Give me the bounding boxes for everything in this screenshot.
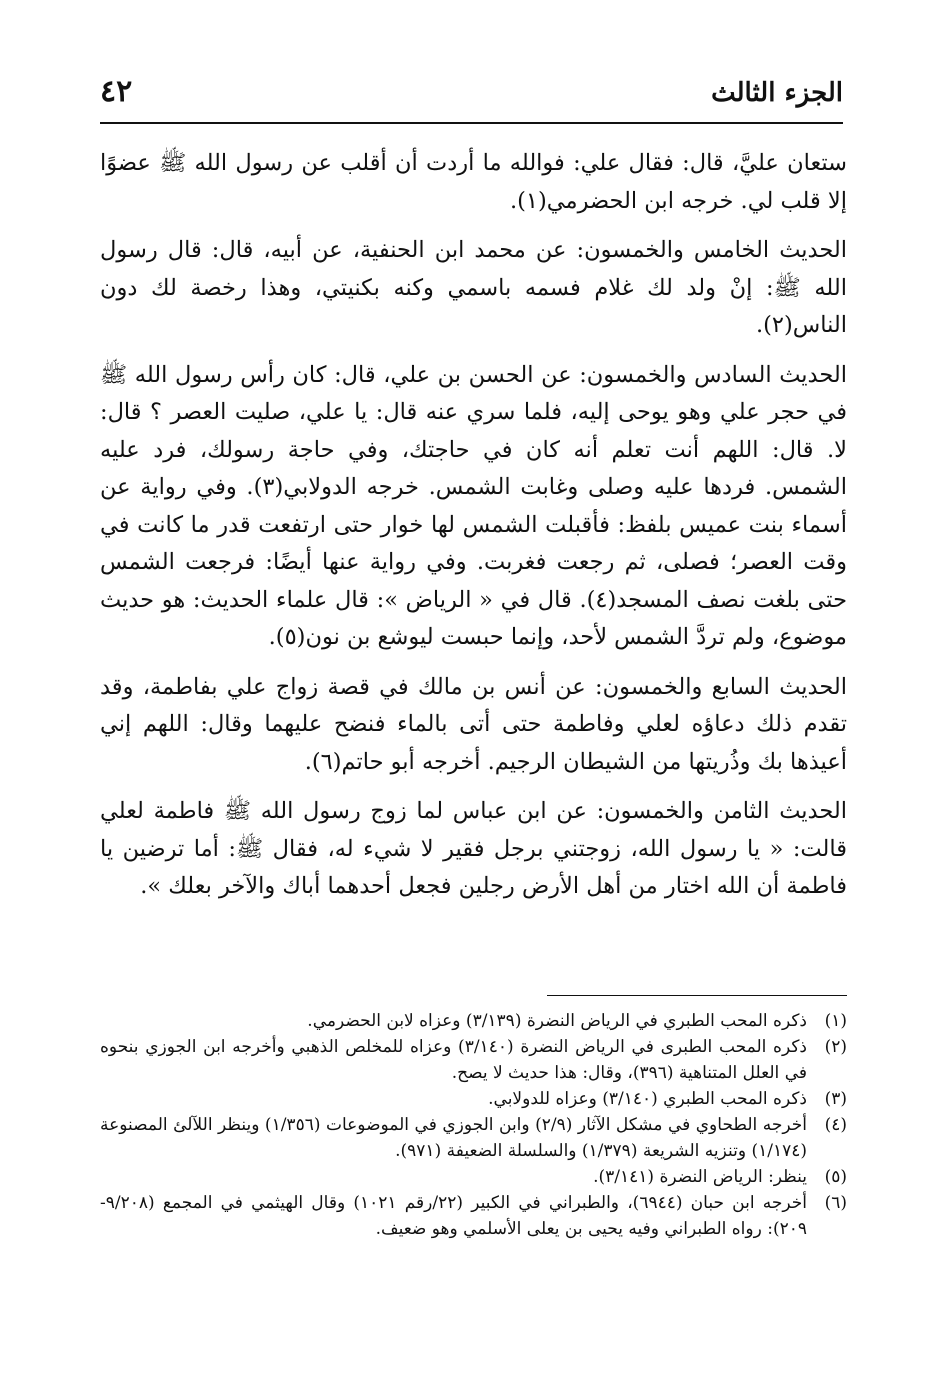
header-rule <box>100 122 843 124</box>
footnote-separator <box>547 995 847 996</box>
page-header <box>100 70 843 122</box>
footnote-text: ذكره المحب الطبري في الرياض النضرة (٣/١٣٩) وعزاه لابن الحضرمي. <box>307 1011 807 1031</box>
footnote-text: ذكره المحب الطبري (٣/١٤٠) وعزاه للدولابي. <box>488 1089 807 1109</box>
footnote <box>100 1034 847 1086</box>
running-title: الجزء الثالث <box>711 78 843 108</box>
paragraph: الحديث الخامس والخمسون: عن محمد ابن الحنفية، عن أبيه، قال: قال رسول الله ﷺ: إنْ ولد لك غلام فسمه باسمي وكنه بكنيتي، وهذا رخصة لك دون الناس(٢). <box>100 237 847 338</box>
footnote-number: (٦) <box>824 1193 847 1213</box>
footnote <box>100 1086 847 1112</box>
footnote <box>100 1112 847 1164</box>
footnote-text: ينظر: الرياض النضرة (٣/١٤١). <box>593 1167 807 1187</box>
footnote-number: (١) <box>824 1011 847 1031</box>
main-text <box>100 145 847 918</box>
footnotes <box>100 1008 847 1242</box>
footnote-number: (٥) <box>824 1167 847 1187</box>
footnote-text: ذكره المحب الطبرى في الرياض النضرة (٣/١٤٠) وعزاه للمخلص الذهبي وأخرجه ابن الجوزي بنحوه في العلل المتناهية (٣٩٦)، وقال: هذا حديث لا يصح. <box>100 1037 808 1083</box>
paragraph: الحديث السادس والخمسون: عن الحسن بن علي، قال: كان رأس رسول الله ﷺ في حجر علي وهو يوحى إليه، فلما سري عنه قال: يا علي، صليت العصر ؟ قال: لا. قال: اللهم أنت تعلم أنه كان في حاجتك، وفي حاجة رسولك، فرد عليه الشمس. فردها عليه وصلى وغابت الشمس. خرجه الدولابي(٣). وفي رواية عن أسماء بنت عميس بلفظ: فأقبلت الشمس لها خوار حتى ارتفعت قدر ما كانت في وقت العصر؛ فصلى، ثم رجعت فغربت. وفي رواية عنها أيضًا: فرجعت الشمس حتى بلغت نصف المسجد(٤). قال في « الرياض »: قال علماء الحديث: هو حديث موضوع، ولم تردَّ الشمس لأحد، وإنما حبست ليوشع بن نون(٥). <box>100 361 848 650</box>
footnote <box>100 1190 847 1242</box>
page-number: ٤٢ <box>100 74 133 109</box>
footnote-number: (٤) <box>824 1115 847 1135</box>
footnote-number: (٣) <box>824 1089 847 1109</box>
paragraph: الحديث السابع والخمسون: عن أنس بن مالك في قصة زواج علي بفاطمة، وقد تقدم ذلك دعاؤه لعلي وفاطمة حتى أتى بالماء فنضح عليهما وقال: اللهم إني أعيذها بك وذُريتها من الشيطان الرجيم. أخرجه أبو حاتم(٦). <box>100 673 847 775</box>
paragraph: ستعان عليَّ، قال: فقال علي: فوالله ما أردت أن أقلب عن رسول الله ﷺ عضوًا إلا قلب لي. خرجه ابن الحضرمي(١). <box>100 150 847 214</box>
footnote-number: (٢) <box>824 1037 847 1057</box>
footnote-text: أخرجه ابن حبان (٦٩٤٤)، والطبراني في الكبير (٢٢/رقم ١٠٢١) وقال الهيثمي في المجمع (٩/٢٠٨- ٢٠٩): رواه الطبراني وفيه يحيى بن يعلى الأسلمي وهو ضعيف. <box>100 1193 808 1239</box>
footnote <box>100 1008 847 1034</box>
footnote-text: أخرجه الطحاوي في مشكل الآثار (٢/٩) وابن الجوزي في الموضوعات (١/٣٥٦) وينظر اللآلئ المصنوعة (١/١٧٤) وتنزيه الشريعة (١/٣٧٩) والسلسلة الضعيفة (٩٧١). <box>100 1115 808 1161</box>
footnote <box>100 1164 847 1190</box>
paragraph: الحديث الثامن والخمسون: عن ابن عباس لما زوج رسول الله ﷺ فاطمة لعلي قالت: « يا رسول الله، زوجتني برجل فقير لا شيء له، فقال ﷺ: أما ترضين يا فاطمة أن الله اختار من أهل الأرض رجلين فجعل أحدهما أباك والآخر بعلك ». <box>100 798 847 899</box>
